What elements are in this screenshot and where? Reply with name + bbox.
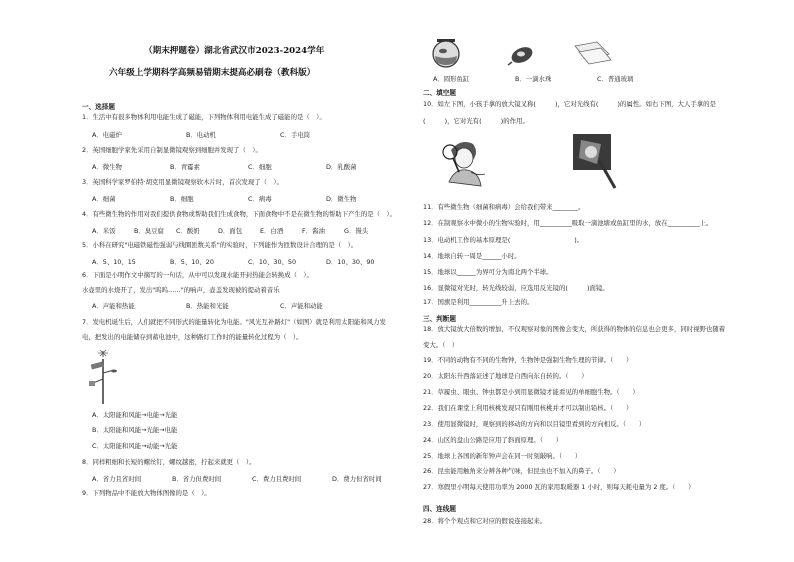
question-19: 19．不同的动物有不同的生物钟，生物钟是强制生物生理的节律。（ ） bbox=[423, 356, 633, 364]
question-23: 23．使用显微镜时，观察到的移动的方向和以目镜里看到的方向相反。（ ） bbox=[423, 420, 646, 428]
question-14: 14．地球自转一周是______小时。 bbox=[423, 252, 521, 260]
option[interactable]: E．白酒 bbox=[260, 227, 284, 235]
question-26: 26．昆虫能用触角来分辨各种气味，但昆虫也不加入的鼻子。（ ） bbox=[423, 467, 620, 475]
question-28: 28．将个个观点和它对应的假说连接起来。 bbox=[423, 517, 547, 525]
option[interactable]: C．费力且费时间 bbox=[252, 475, 302, 483]
option[interactable]: D．10、30、90 bbox=[326, 258, 375, 266]
option[interactable]: C．声能和动能 bbox=[280, 302, 323, 310]
option[interactable]: F．酱油 bbox=[302, 227, 325, 235]
question-9-options bbox=[433, 74, 633, 83]
child-magnifier-image bbox=[437, 132, 493, 188]
option[interactable]: A．电磁炉 bbox=[92, 131, 122, 139]
question-5-options bbox=[92, 257, 375, 266]
question-22: 22．我们在课堂上利用核桃发现只有刚用核桃并才可以制出铅核。（ ） bbox=[423, 404, 633, 412]
question-18-cont: 变大。（ ） bbox=[423, 341, 459, 349]
option[interactable]: B．热能和光能 bbox=[186, 302, 229, 310]
option[interactable]: B．一滴水珠 bbox=[515, 75, 552, 83]
option[interactable]: C．普通玻璃 bbox=[597, 75, 634, 83]
question-3: 3．英国科学家罗伯特·胡克用显微镜观察软木片时，首次发现了（ ）。 bbox=[82, 178, 284, 186]
question-15: 15．地球以______为界可分为南北两个半球。 bbox=[423, 268, 553, 276]
question-1: 1．生活中有很多物体利用电能生成了磁能，下列物体利用电能生成了磁能的是（ ）。 bbox=[82, 113, 326, 121]
question-6-quote: 水壶里的水烧开了，发出"呜呜……"的响声，壶盖发现被的提动着音乐 bbox=[82, 286, 280, 294]
question-20: 20．太阳东升西落证述了地球是自西向东自转的。（ ） bbox=[423, 372, 588, 380]
question-12: 12．在制观察水中微小的生物实验时，用__________吸取一滴池塘或鱼缸里的水，放在__________上。 bbox=[423, 219, 713, 227]
question-6-options bbox=[92, 301, 323, 310]
option[interactable]: A．5、10、15 bbox=[92, 258, 136, 266]
question-7: 7．发电机诞生后，人们就把不同形式的能量转化为电能。"风光互补路灯"（如图）就是利用太阳能和风力发 bbox=[82, 318, 386, 326]
question-7-option-b[interactable]: B．太阳能和风能→光能→电能 bbox=[92, 426, 178, 434]
option[interactable]: D．面包 bbox=[218, 227, 243, 235]
exam-title-line-1: （期末押题卷）湖北省武汉市2023-2024学年 bbox=[144, 46, 325, 56]
option[interactable]: C．手电筒 bbox=[280, 131, 311, 139]
question-10-cont: ( )，它对光有( )的作用。 bbox=[423, 117, 529, 125]
option[interactable]: C．10、30、50 bbox=[248, 258, 297, 266]
option[interactable]: B．省力但费时间 bbox=[172, 475, 222, 483]
question-17: 17．国旗是利用__________升上去的。 bbox=[423, 298, 534, 306]
question-9: 9．下列物品中不能放大物体图像的是（ ）。 bbox=[82, 489, 211, 497]
option[interactable]: G．馒头 bbox=[344, 227, 369, 235]
question-24: 24．山区的盘山公路是应用了斜面原理。（ ） bbox=[423, 436, 563, 444]
question-8-options bbox=[92, 474, 382, 483]
glass-sheet-image bbox=[573, 40, 613, 66]
question-11: 11．有些微生物（细菌和病毒）会给我们带来________。 bbox=[423, 203, 585, 211]
question-13: 13．电动机工作的基本原理是( )。 bbox=[423, 236, 584, 244]
question-8: 8．同样粗细和长短的螺丝钉，螺纹越密，拧起来就更（ ）。 bbox=[82, 458, 256, 466]
option[interactable]: A．圆形鱼缸 bbox=[433, 75, 470, 83]
option[interactable]: A．米饭 bbox=[92, 227, 116, 235]
exam-title-line-2: 六年级上学期科学高频易错期末提高必刷卷（教科版） bbox=[109, 68, 316, 78]
option[interactable]: A．细菌 bbox=[92, 195, 116, 203]
question-27: 27．寒假里小明每天使用功率为 2000 瓦的家用取暖器 1 小时，则每天耗电量为 2 度。（ ） bbox=[423, 483, 695, 491]
option[interactable]: D．费力但省时间 bbox=[332, 475, 382, 483]
question-25: 25．地球上各国的新年钟声会在同一时刻敲响。（ ） bbox=[423, 452, 582, 460]
option[interactable]: A．省力且省时间 bbox=[92, 475, 142, 483]
question-5: 5．小科在研究"电磁铁磁性强弱与线圈匝数关系"的实验时，下列能作为匝数设计合理的是（ ）。 bbox=[82, 241, 358, 249]
question-7-option-a[interactable]: A．太阳能和风能→电能→光能 bbox=[92, 411, 178, 419]
section-choice-heading: 一、选择题 bbox=[82, 103, 115, 111]
question-2: 2．英国细胞学家先采用自制显微镜观察到细胞并发现了（ ）。 bbox=[82, 146, 262, 154]
street-lamp-image bbox=[88, 349, 118, 405]
question-16: 16．显微镜对光时，转光线较弱，应选用反光镜的( )面镜。 bbox=[423, 284, 609, 292]
question-6: 6．下面是小明作文中摘写的一句话，从中可以发现水能开封热能会转换成（ ）。 bbox=[82, 271, 313, 279]
option[interactable]: B．电动机 bbox=[186, 131, 216, 139]
section-judge-heading: 三、判断题 bbox=[423, 315, 456, 323]
question-7-option-c[interactable]: C．太阳能和风能→动能→光能 bbox=[92, 442, 178, 450]
option[interactable]: B．青霉素 bbox=[170, 163, 200, 171]
option[interactable]: C．酸奶 bbox=[176, 227, 200, 235]
question-2-options bbox=[92, 162, 356, 171]
question-3-options bbox=[92, 194, 356, 203]
fish-bowl-image bbox=[429, 38, 463, 68]
section-match-heading: 四、连线题 bbox=[423, 505, 456, 513]
section-fill-heading: 二、填空题 bbox=[423, 89, 456, 97]
question-18: 18．放大镜放大倍数的增加，不仅观察对象的图像会变大，所获得的物体的信息也会更多，同时视野也随着 bbox=[423, 325, 726, 333]
option[interactable]: C．病毒 bbox=[248, 195, 272, 203]
option[interactable]: B．臭豆腐 bbox=[134, 227, 164, 235]
question-10: 10．如左下图，小孩手拿的放大镜叉称( )，它对光线有( )的属性。如右下图，大人手拿的是 bbox=[423, 100, 716, 108]
option[interactable]: D．微生物 bbox=[326, 195, 357, 203]
water-drop-image bbox=[507, 40, 535, 66]
question-1-options bbox=[92, 130, 310, 139]
option[interactable]: C．细胞 bbox=[248, 163, 272, 171]
option[interactable]: B．细胞 bbox=[170, 195, 194, 203]
option[interactable]: D．乳酸菌 bbox=[326, 163, 357, 171]
question-7-cont: 电，把发出的电能储存到蓄电池中，这种路灯工作时的能量转化过程为（ ）。 bbox=[82, 333, 303, 341]
option[interactable]: A．声能和热能 bbox=[92, 302, 135, 310]
option[interactable]: B．5、10、20 bbox=[170, 258, 214, 266]
option[interactable]: A．微生物 bbox=[92, 163, 122, 171]
adult-magnifier-image bbox=[571, 130, 623, 190]
question-4: 4．有些微生物的作用对我们提供食物或帮助我们生成食物，下面食物中不是在微生物的帮助下产生的是（ ）。 bbox=[82, 210, 397, 218]
question-21: 21．草履虫、眼虫、钟虫都是小到用显微镜才能看见的单细胞生物。（ ） bbox=[423, 388, 639, 396]
question-4-options bbox=[92, 226, 368, 235]
